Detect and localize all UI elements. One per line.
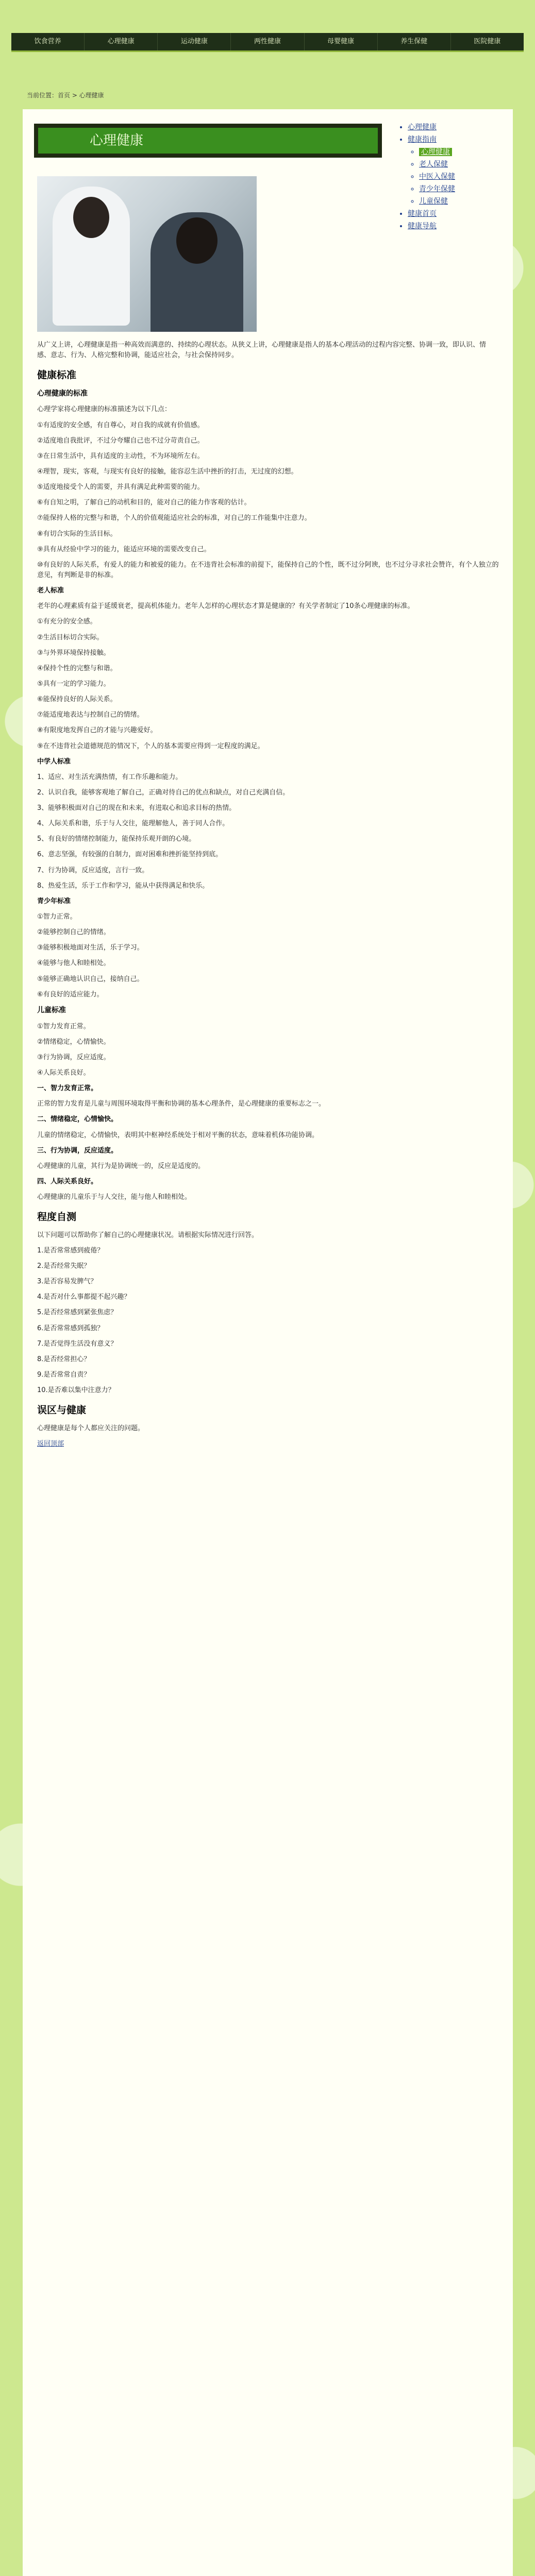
nav-item[interactable]: 心理健康 [85, 33, 158, 50]
sidebar-subitem[interactable]: 中医入保健 [419, 173, 455, 181]
hero-photo [37, 176, 257, 332]
paragraph: 9.是否常常自责？ [37, 1370, 91, 1379]
paragraph: 心理健康是每个人都应关注的问题。 [37, 1424, 145, 1432]
paragraph: 3.是否容易发脾气？ [37, 1278, 97, 1286]
paragraph: 8.是否经常担心？ [37, 1355, 91, 1363]
paragraph: ②适度地自我批评，不过分夸耀自己也不过分苛责自己。 [37, 436, 204, 445]
paragraph: 8、热爱生活，乐于工作和学习，能从中获得满足和快乐。 [37, 882, 209, 890]
paragraph: 4、人际关系和谐，乐于与人交往，能理解他人，善于同人合作。 [37, 820, 229, 828]
paragraph: ③能够积极地面对生活，乐于学习。 [37, 944, 144, 952]
paragraph: ⑦能适度地表达与控制自己的情绪。 [37, 711, 144, 719]
paragraph: ⑧有限度地发挥自己的才能与兴趣爱好。 [37, 726, 157, 735]
paragraph: 正常的智力发育是儿童与周围环境取得平衡和协调的基本心理条件，是心理健康的重要标志之一。 [37, 1100, 326, 1108]
paragraph: ⑤适度地接受个人的需要，并具有满足此种需要的能力。 [37, 483, 204, 492]
top-nav [11, 33, 524, 52]
paragraph: ⑤具有一定的学习能力。 [37, 680, 110, 688]
paragraph: ③行为协调，反应适度。 [37, 1053, 110, 1061]
paragraph: ⑩有良好的人际关系，有爱人的能力和被爱的能力。在不违背社会标准的前提下，能保持自己的个性，既不过分阿谀，也不过分寻求社会赞许，有个人独立的意见，有判断是非的标准。 [37, 561, 499, 579]
item-heading: 二、情绪稳定，心情愉快。 [37, 1115, 118, 1124]
paragraph: ②能够控制自己的情绪。 [37, 928, 110, 937]
paragraph: 从广义上讲，心理健康是指一种高效而满意的、持续的心理状态。从狭义上讲，心理健康是指人的基本心理活动的过程内容完整、协调一致，即认识、情感、意志、行为、人格完整和协调，能适应社会，与社会保持同步。 [37, 341, 487, 360]
paragraph: 7、行为协调，反应适度，言行一致。 [37, 866, 149, 874]
paragraph: ②情绪稳定，心情愉快。 [37, 1038, 110, 1046]
sidebar-item-top3[interactable]: 健康首页 [408, 210, 437, 218]
paragraph: 以下问题可以帮助你了解自己的心理健康状况。请根据实际情况进行回答。 [37, 1231, 259, 1239]
sidebar [396, 120, 505, 233]
paragraph: ①智力正常。 [37, 913, 77, 921]
subsection-heading: 心理健康的标准 [37, 389, 88, 398]
sidebar-item-top4[interactable]: 健康导航 [408, 222, 437, 230]
paragraph: 老年的心理素质有益于延缓衰老，提高机体能力。老年人怎样的心理状态才算是健康的？有关学者制定了10条心理健康的标准。 [37, 602, 414, 611]
paragraph: 儿童的情绪稳定，心情愉快，表明其中枢神经系统处于相对平衡的状态，意味着机体功能协调。 [37, 1131, 319, 1139]
paragraph: ⑤能够正确地认识自己，接纳自己。 [37, 975, 144, 983]
paragraph: 2、认识自我，能够客观地了解自己，正确对待自己的优点和缺点，对自己充满自信。 [37, 788, 290, 796]
paragraph: 5、有良好的情绪控制能力，能保持乐观开朗的心境。 [37, 835, 196, 843]
paragraph: 4.是否对什么事都提不起兴趣？ [37, 1293, 131, 1301]
paragraph: 3、能够积极面对自己的现在和未来，有进取心和追求目标的热情。 [37, 804, 236, 812]
paragraph: 7.是否觉得生活没有意义？ [37, 1340, 118, 1348]
link-paragraph [37, 1439, 499, 1449]
sidebar-subitem[interactable]: 老人保健 [419, 160, 448, 168]
nav-item[interactable]: 饮食营养 [11, 33, 85, 50]
article-content [37, 340, 499, 1454]
paragraph: ③与外界环境保持接触。 [37, 649, 110, 657]
paragraph: ④保持个性的完整与和谐。 [37, 664, 117, 672]
paragraph: ⑨在不违背社会道德规范的情况下，个人的基本需要应得到一定程度的满足。 [37, 742, 264, 750]
paragraph: 2.是否经常失眠？ [37, 1262, 91, 1270]
subsection-heading: 儿童标准 [37, 1006, 66, 1014]
paragraph: 6.是否常常感到孤独？ [37, 1324, 104, 1332]
item-heading: 中学人标准 [37, 757, 71, 766]
paragraph: ①智力发育正常。 [37, 1022, 90, 1030]
breadcrumb: 当前位置：首页 > 心理健康 [27, 92, 104, 99]
paragraph: ⑥能保持良好的人际关系。 [37, 696, 117, 704]
paragraph: 1.是否常常感到疲倦？ [37, 1246, 104, 1255]
paragraph: ④能够与他人和睦相处。 [37, 959, 110, 968]
section-heading: 误区与健康 [37, 1404, 87, 1416]
section-heading: 程度自测 [37, 1211, 77, 1223]
nav-item[interactable]: 两性健康 [231, 33, 304, 50]
item-heading: 一、智力发育正常。 [37, 1084, 98, 1093]
sidebar-item-top1[interactable]: 心理健康 [408, 123, 437, 131]
paragraph: 10.是否难以集中注意力？ [37, 1386, 115, 1395]
item-heading: 青少年标准 [37, 897, 71, 905]
paragraph: 1、适应、对生活充满热情，有工作乐趣和能力。 [37, 773, 182, 781]
sidebar-item-top2[interactable]: 健康指南 [408, 135, 437, 144]
sidebar-subitem[interactable]: 青少年保健 [419, 185, 455, 193]
main-panel [23, 109, 513, 2576]
item-heading: 四、人际关系良好。 [37, 1177, 98, 1185]
paragraph: ⑨具有从经验中学习的能力，能适应环境的需要改变自己。 [37, 545, 211, 553]
item-heading: 老人标准 [37, 587, 64, 595]
sidebar-subitem[interactable]: 心理健康 [419, 148, 452, 156]
paragraph: ①有充分的安全感。 [37, 618, 97, 626]
sidebar-subitem[interactable]: 儿童保健 [419, 197, 448, 206]
paragraph: 5.是否经常感到紧张焦虑？ [37, 1309, 118, 1317]
nav-item[interactable]: 运动健康 [158, 33, 231, 50]
photo-figure [176, 217, 218, 264]
paragraph: 心理学家将心理健康的标准描述为以下几点： [37, 405, 172, 414]
page-title: 心理健康 [34, 124, 382, 158]
paragraph: 心理健康的儿童，其行为是协调统一的，反应是适度的。 [37, 1162, 205, 1170]
paragraph: ③在日常生活中，具有适度的主动性，不为环境所左右。 [37, 452, 204, 460]
item-heading: 三、行为协调，反应适度。 [37, 1146, 118, 1155]
paragraph: ④理智，现实，客观，与现实有良好的接触，能容忍生活中挫折的打击，无过度的幻想。 [37, 467, 298, 476]
section-heading: 健康标准 [37, 369, 77, 381]
nav-item[interactable]: 母婴健康 [305, 33, 378, 50]
paragraph: ⑥有良好的适应能力。 [37, 990, 104, 998]
paragraph: 心理健康的儿童乐于与人交往，能与他人和睦相处。 [37, 1193, 192, 1201]
paragraph: ⑦能保持人格的完整与和谐，个人的价值观能适应社会的标准，对自己的工作能集中注意力。 [37, 514, 311, 522]
paragraph: 6、意志坚强，有较强的自制力，面对困难和挫折能坚持到底。 [37, 851, 223, 859]
paragraph: ⑥有自知之明，了解自己的动机和目的，能对自己的能力作客观的估计。 [37, 499, 251, 507]
nav-item[interactable]: 医院健康 [474, 38, 501, 45]
paragraph: ②生活目标切合实际。 [37, 633, 104, 641]
nav-item[interactable]: 养生保健 [378, 33, 451, 50]
paragraph: ⑧有切合实际的生活目标。 [37, 530, 117, 538]
photo-figure [73, 197, 109, 238]
paragraph: ④人际关系良好。 [37, 1069, 90, 1077]
back-to-top-link[interactable]: 返回顶部 [37, 1439, 64, 1448]
paragraph: ①有适度的安全感，有自尊心，对自我的成就有价值感。 [37, 421, 204, 429]
